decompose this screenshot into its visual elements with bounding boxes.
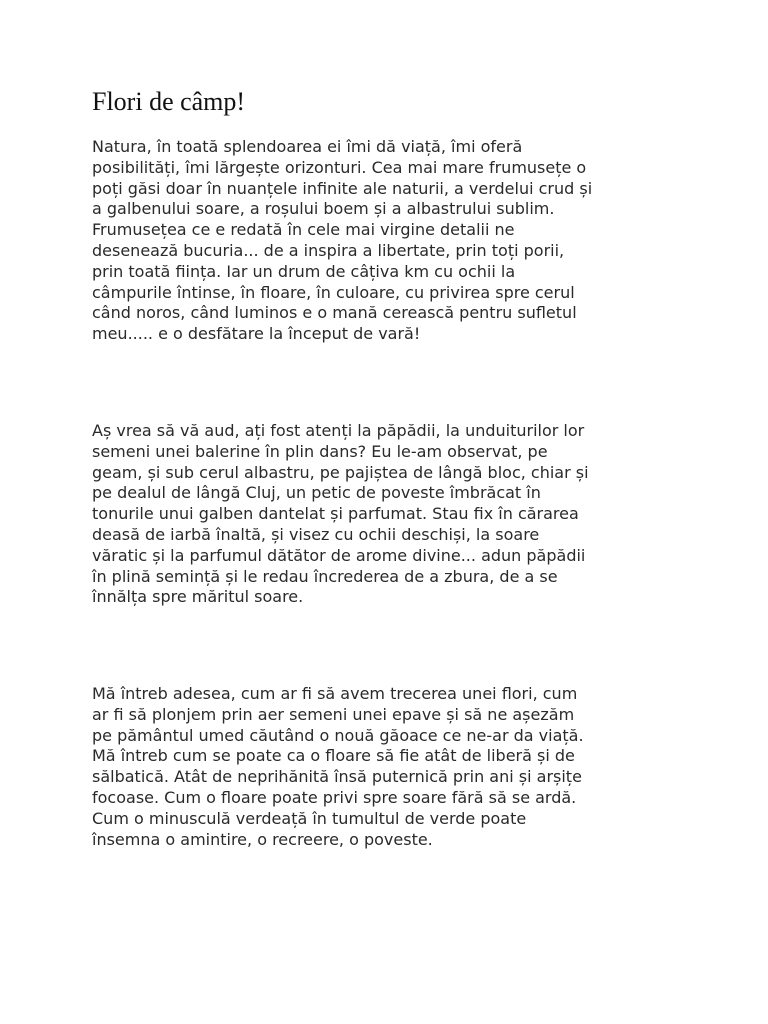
paragraph-line: Mă întreb adesea, cum ar fi să avem trecerea unei flori, cum: [92, 684, 578, 703]
paragraph-line: posibilități, îmi lărgește orizonturi. Cea mai mare frumusețe o: [92, 157, 587, 177]
paragraph-line: Frumusețea ce e redată în cele mai virgine detalii ne: [92, 220, 515, 240]
paragraph-line: tonurile unui galben dantelat și parfumat. Stau fix în cărarea: [92, 504, 579, 524]
paragraph-line: Aș vrea să vă aud, ați fost atenți la păpădii, la unduiturilor lor: [92, 421, 585, 440]
paragraph-line: în plină semință și le redau încrederea de a zbura, de a se: [92, 566, 558, 586]
paragraph-line: a galbenului soare, a roșului boem și a albastrului sublim.: [92, 199, 555, 219]
paragraph-line: pe dealul de lângă Cluj, un petic de poveste îmbrăcat în: [92, 483, 541, 503]
document-title: Flori de câmp!: [92, 87, 246, 116]
paragraph-3: [92, 684, 692, 850]
paragraph-line: deasă de iarbă înaltă, și visez cu ochii deschiși, la soare: [92, 524, 540, 544]
paragraph-1: [92, 137, 692, 345]
paragraph-line: desenează bucuria... de a inspira a libertate, prin toți porii,: [92, 240, 565, 260]
paragraph-line: sălbatică. Atât de neprihănită însă puternică prin ani și arșițe: [92, 767, 582, 787]
paragraph-line: pe pământul umed căutând o nouă găoace ce ne-ar da viață.: [92, 725, 584, 745]
paragraph-line: poți găsi doar în nuanțele infinite ale naturii, a verdelui crud și: [92, 178, 593, 198]
paragraph-line: ar fi să plonjem prin aer semeni unei epave și să ne așezăm: [92, 704, 575, 724]
paragraph-line: însemna o amintire, o recreere, o poveste.: [92, 829, 433, 849]
paragraph-line: focoase. Cum o floare poate privi spre soare fără să se ardă.: [92, 787, 577, 807]
paragraph-line: câmpurile întinse, în floare, în culoare, cu privirea spre cerul: [92, 282, 575, 302]
paragraph-line: văratic și la parfumul dătător de arome divine... adun păpădii: [92, 545, 586, 565]
paragraph-2: [92, 421, 692, 608]
paragraph-line: înnălța spre măritul soare.: [92, 587, 304, 607]
paragraph-line: Cum o minusculă verdeață în tumultul de verde poate: [92, 808, 527, 828]
paragraph-line: când noros, când luminos e o mană cerească pentru sufletul: [92, 303, 577, 323]
paragraph-line: Mă întreb cum se poate ca o floare să fie atât de liberă și de: [92, 746, 575, 766]
paragraph-line: geam, și sub cerul albastru, pe pajiștea de lângă bloc, chiar și: [92, 462, 589, 482]
paragraph-line: semeni unei balerine în plin dans? Eu le-am observat, pe: [92, 441, 548, 461]
paragraph-line: Natura, în toată splendoarea ei îmi dă viață, îmi oferă: [92, 137, 523, 156]
paragraph-line: prin toată ființa. Iar un drum de câțiva km cu ochii la: [92, 261, 516, 281]
paragraph-line: meu..... e o desfătare la început de vară!: [92, 324, 421, 344]
